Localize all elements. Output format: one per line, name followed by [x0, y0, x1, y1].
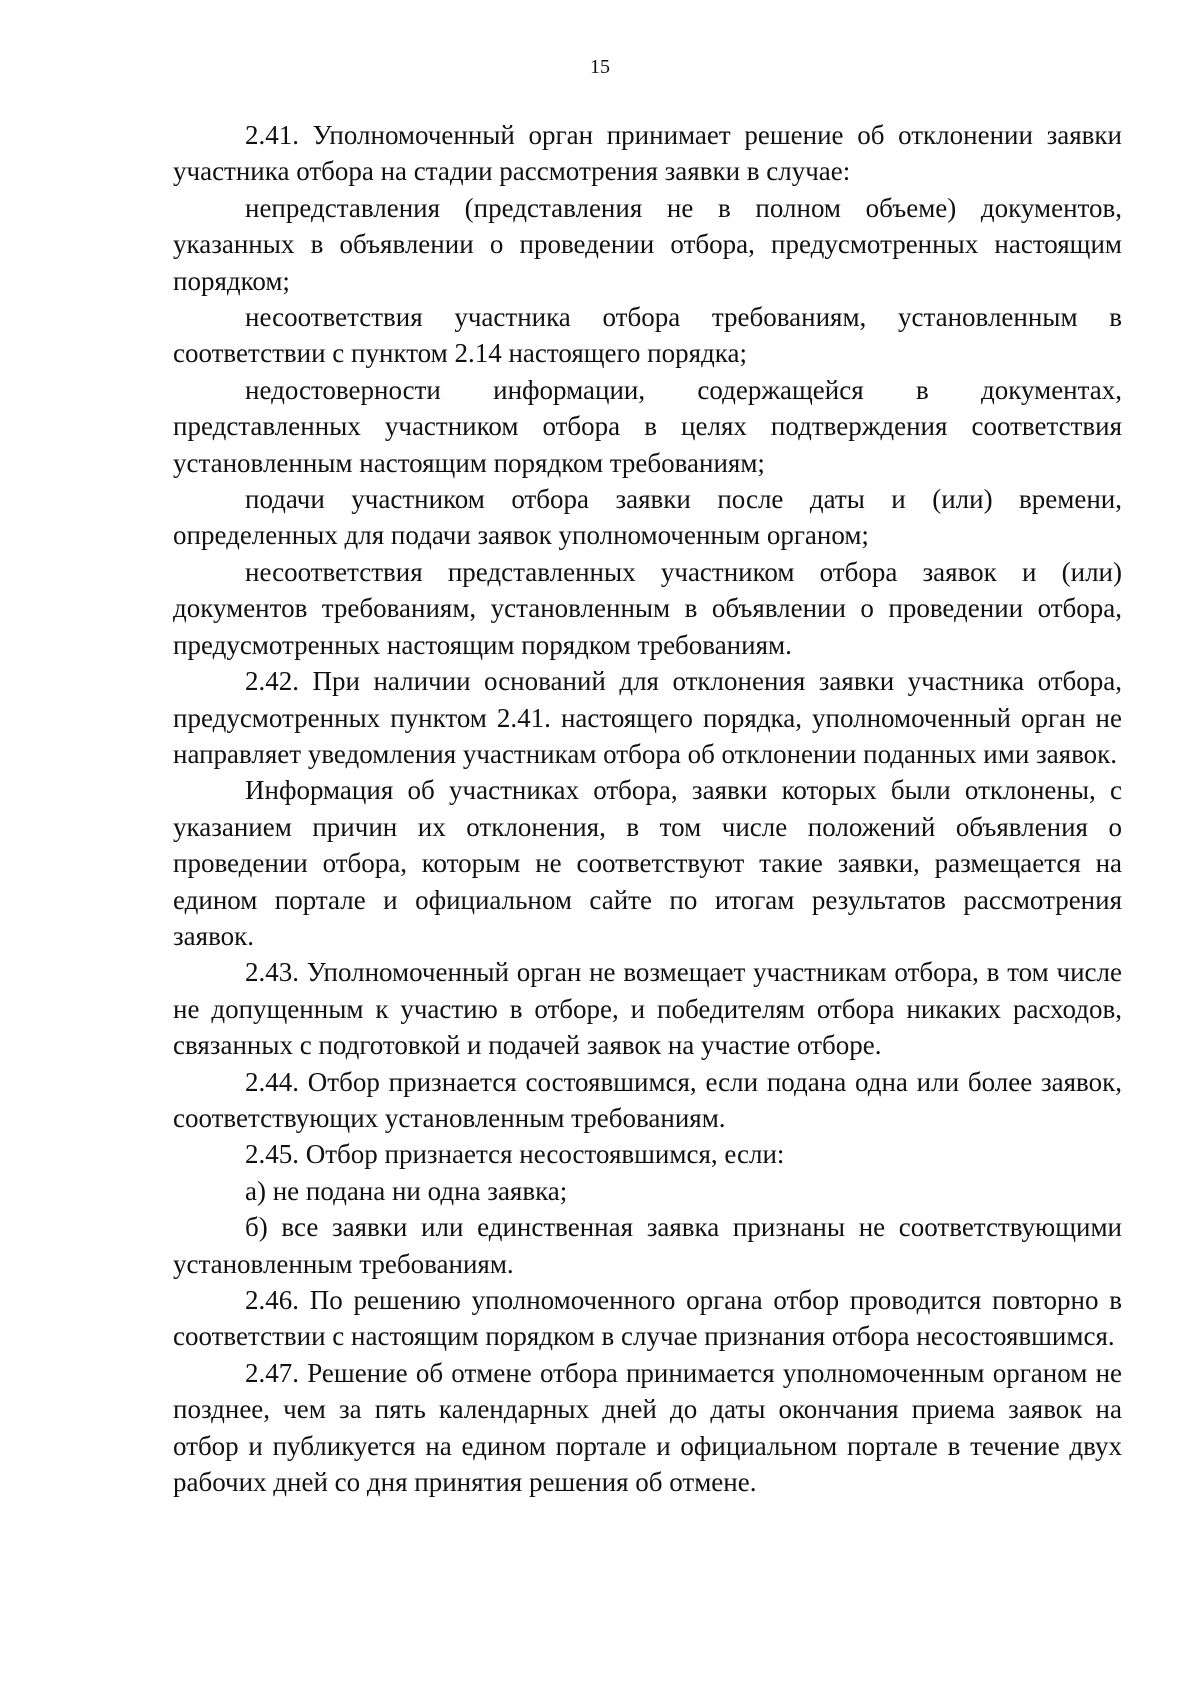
paragraph-2-46: 2.46. По решению уполномоченного органа отбор проводится повторно в соответствии с настоящим порядком в случае признания отбора несостоявшимся. — [173, 1285, 1122, 1352]
list-item-nonsubmission: непредставления (представления не в полном объеме) документов, указанных в объявлении о проведении отбора, предусмотренных настоящим порядком; — [173, 192, 1122, 296]
paragraph-2-45: 2.45. Отбор признается несостоявшимся, если: — [245, 1139, 785, 1170]
list-item-unreliability: недостоверности информации, содержащейся в документах, представленных участником отбора в целях подтверждения соответствия установленным настоящим порядком требованиям; — [173, 374, 1122, 478]
list-item-document-mismatch: несоответствия представленных участником отбора заявок и (или) документов требованиям, установленным в объявлении о проведении отбора, предусмотренных настоящим порядком требованиям. — [173, 556, 1122, 660]
paragraph-2-41: 2.41. Уполномоченный орган принимает решение об отклонении заявки участника отбора на стадии рассмотрения заявки в случае: — [173, 120, 1122, 187]
list-item-noncompliance: несоответствия участника отбора требованиям, установленным в соответствии с пунктом 2.14 настоящего порядка; — [173, 302, 1122, 369]
list-item-late-submission: подачи участником отбора заявки после даты и (или) времени, определенных для подачи заявок уполномоченным органом; — [173, 484, 1122, 551]
document-body — [173, 117, 1122, 1500]
paragraph-rejection-info: Информация об участниках отбора, заявки которых были отклонены, с указанием причин их отклонения, в том числе положений объявления о проведении отбора, которым не соответствуют такие заявки, размещается на едином портале и официальном сайте по итогам результатов рассмотрения заявок. — [173, 775, 1122, 951]
page-number: 15 — [590, 56, 610, 78]
list-item-b: б) все заявки или единственная заявка признаны не соответствующими установленным требованиям. — [173, 1212, 1122, 1279]
paragraph-2-47: 2.47. Решение об отмене отбора принимается уполномоченным органом не позднее, чем за пять календарных дней до даты окончания приема заявок на отбор и публикуется на едином портале и официальном портале в течение двух рабочих дней со дня принятия решения об отмене. — [173, 1357, 1122, 1498]
paragraph-2-43: 2.43. Уполномоченный орган не возмещает участникам отбора, в том числе не допущенным к участию в отборе, и победителям отбора никаких расходов, связанных с подготовкой и подачей заявок на участие отборе. — [173, 957, 1122, 1061]
list-item-a: а) не подана ни одна заявка; — [245, 1175, 568, 1206]
paragraph-2-44: 2.44. Отбор признается состоявшимся, если подана одна или более заявок, соответствующих установленным требованиям. — [173, 1066, 1122, 1133]
paragraph-2-42: 2.42. При наличии оснований для отклонения заявки участника отбора, предусмотренных пунктом 2.41. настоящего порядка, уполномоченный орган не направляет уведомления участникам отбора об отклонении поданных ими заявок. — [173, 666, 1122, 769]
